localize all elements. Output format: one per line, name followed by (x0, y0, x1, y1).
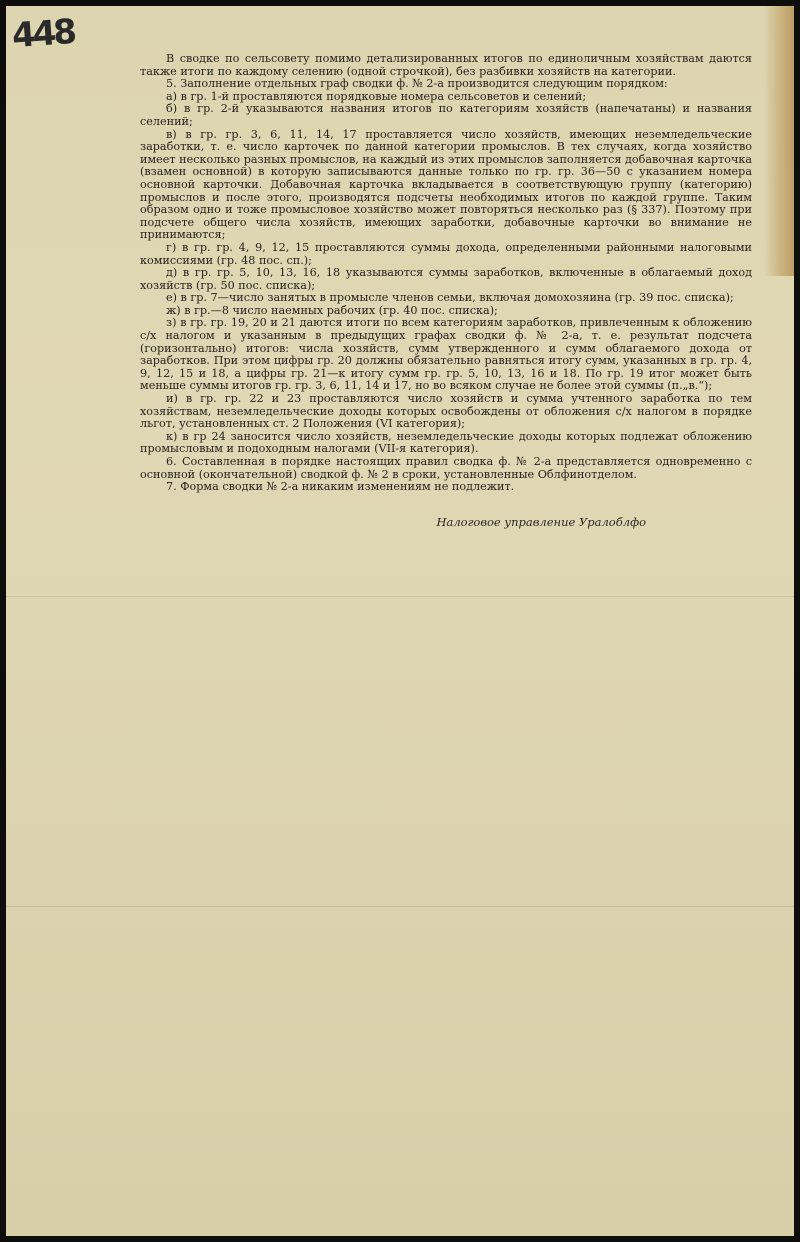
document-body (140, 53, 752, 494)
item-a: а) в гр. 1-й проставляются порядковые номера сельсоветов и селений; (166, 89, 587, 103)
paragraph-intro: В сводке по сельсовету помимо детализированных итогов по единоличным хозяйствам даются также итоги по каждому селению (одной строчкой), без разбивки хозяйств на категории. (140, 52, 752, 78)
item-b: б) в гр. 2-й указываются названия итогов по категориям хозяйств (напечатаны) и названия селений; (140, 102, 752, 128)
signature: Налоговое управление Уралоблфо (436, 515, 646, 529)
item-e: е) в гр. 7—число занятых в промысле членов семьи, включая домохозяина (гр. 39 пос. списка); (166, 291, 734, 305)
paragraph-7: 7. Форма сводки № 2-а никаким изменениям не подлежит. (166, 480, 515, 494)
item-v: в) в гр. гр. 3, 6, 11, 14, 17 проставляется число хозяйств, имеющих неземледельческие заработки, т. е. число карточек по данной категории промыслов. В тех случаях, когда хозяйство имеет несколько разных промыслов, на каждый из этих промыслов заполняется добавочная карточка (взамен основной) в которую записываются данные только по гр. гр. 36—50 с указанием номера основной карточки. Добавочная карточка вкладывается в соответствующую группу (категорию) промыслов и после этого, производятся подсчеты необходимых итогов по каждой группе. Таким образом одно и тоже промысловое хозяйство может повторяться несколько раз (§ 337). Поэтому при подсчете общего числа хозяйств, имеющих заработки, добавочные карточки во внимание не принимаются; (140, 127, 752, 242)
item-g: г) в гр. гр. 4, 9, 12, 15 проставляются суммы дохода, определенными районными налоговыми комиссиями (гр. 48 пос. сп.); (140, 240, 752, 267)
paragraph-6: 6. Составленная в порядке настоящих правил сводка ф. № 2-а представляется одновременно с основной (окончательной) сводкой ф. № 2 в сроки, установленные Облфинотделом. (140, 455, 752, 481)
item-z: з) в гр. гр. 19, 20 и 21 даются итоги по всем категориям заработков, привлеченным к обложению с/х налогом и указанным в предыдущих графах сводки ф. № 2-а, т. е. результат подсчета (горизонтально) итогов: числа хозяйств, сумм утвержденного и сумм облагаемого дохода от заработков. При этом цифры гр. 20 должны обязательно равняться итогу сумм, указанных в гр. гр. 4, 9, 12, 15 и 18, а цифры гр. 21—к итогу сумм гр. гр. 5, 10, 13, 16 и 18. По гр. 19 итог может быть меньше суммы итогов гр. гр. 3, 6, 11, 14 и 17, но во всяком случае не более этой суммы (п.„в.“); (140, 316, 752, 393)
item-zh: ж) в гр.—8 число наемных рабочих (гр. 40 пос. списка); (166, 303, 498, 317)
document-page (6, 6, 794, 1236)
item-k: к) в гр 24 заносится число хозяйств, неземледельческие доходы которых подлежат обложению промысловым и подоходным налогами (VII-я категория). (140, 429, 752, 456)
paper-stain (764, 6, 794, 276)
item-d: д) в гр. гр. 5, 10, 13, 16, 18 указываются суммы заработков, включенные в облагаемый доход хозяйств (гр. 50 пос. списка); (140, 266, 752, 292)
paragraph-5: 5. Заполнение отдельных граф сводки ф. № 2-а производится следующим порядком: (166, 77, 668, 91)
item-i: и) в гр. гр. 22 и 23 проставляются число хозяйств и сумма учтенного заработка по тем хозяйствам, неземледельческие доходы которых освобождены от обложения с/х налогом в порядке льгот, установленных ст. 2 Положения (VI категория); (140, 392, 752, 431)
archive-page-number: 448 (10, 11, 76, 57)
